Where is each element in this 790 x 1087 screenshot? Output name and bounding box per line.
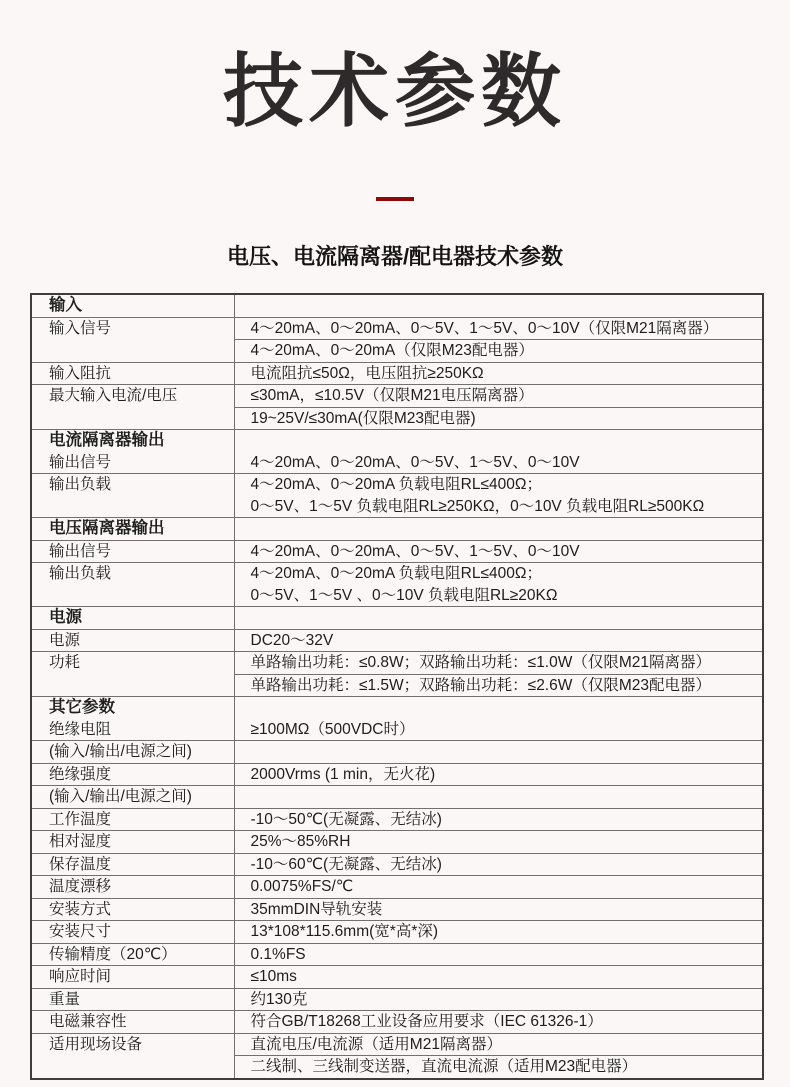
spec-row <box>31 385 763 408</box>
param-label: 最大输入电流/电压 <box>31 385 234 430</box>
spec-row <box>31 988 763 1011</box>
spec-row <box>31 474 763 518</box>
spec-row <box>31 921 763 944</box>
param-label-line: 绝缘电阻 <box>49 720 112 738</box>
section-label: 电源 <box>31 607 234 630</box>
param-value-line: 0～5V、1～5V 、0～10V 负载电阻RL≥20KΩ <box>250 586 558 604</box>
param-label: 功耗 <box>31 652 234 697</box>
param-label: 安装方式 <box>31 898 234 921</box>
param-value <box>234 607 763 630</box>
param-value: DC20～32V <box>234 629 763 652</box>
spec-row <box>31 294 763 317</box>
page-title: 技术参数 <box>223 47 567 136</box>
param-value: 0.0075%FS/℃ <box>234 876 763 899</box>
param-label: 工作温度 <box>31 808 234 831</box>
param-label: 传输精度（20℃） <box>31 943 234 966</box>
param-value: 符合GB/T18268工业设备应用要求（IEC 61326-1） <box>234 1011 763 1034</box>
param-value: 4～20mA、0～20mA、0～5V、1～5V、0～10V <box>234 430 763 474</box>
spec-row <box>31 786 763 809</box>
section-label: 电压隔离器输出 <box>31 518 234 541</box>
param-label <box>31 430 234 474</box>
param-value: 二线制、三线制变送器，直流电流源（适用M23配电器） <box>234 1056 763 1079</box>
spec-row <box>31 652 763 675</box>
param-value-line: 0～5V、1～5V 负载电阻RL≥250KΩ，0～10V 负载电阻RL≥500KΩ <box>250 497 705 515</box>
param-label: (输入/输出/电源之间) <box>31 786 234 809</box>
spec-row <box>31 540 763 563</box>
param-value: 19~25V/≤30mA(仅限M23配电器) <box>234 407 763 430</box>
param-value: ≤30mA，≤10.5V（仅限M21电压隔离器） <box>234 385 763 408</box>
param-value: ≥100MΩ（500VDC时） <box>234 697 763 741</box>
param-value <box>234 786 763 809</box>
param-value: 0.1%FS <box>234 943 763 966</box>
param-value-line: 4～20mA、0～20mA 负载电阻RL≤400Ω； <box>250 565 542 582</box>
spec-row <box>31 518 763 541</box>
spec-row <box>31 563 763 607</box>
spec-row <box>31 763 763 786</box>
section-label: 输入 <box>31 294 234 317</box>
param-value: 4～20mA、0～20mA、0～5V、1～5V、0～10V <box>234 540 763 563</box>
spec-row <box>31 966 763 989</box>
param-label: 绝缘强度 <box>31 763 234 786</box>
param-value: 25%～85%RH <box>234 831 763 854</box>
param-label: 保存温度 <box>31 853 234 876</box>
param-value <box>234 294 763 317</box>
spec-row <box>31 430 763 474</box>
spec-row <box>31 317 763 340</box>
param-value: 单路输出功耗：≤1.5W；双路输出功耗：≤2.6W（仅限M23配电器） <box>234 674 763 697</box>
param-label: 安装尺寸 <box>31 921 234 944</box>
spec-row <box>31 607 763 630</box>
param-label: 输出信号 <box>31 540 234 563</box>
param-label: 输入信号 <box>31 317 234 362</box>
param-value: -10～50℃(无凝露、无结冰) <box>234 808 763 831</box>
param-label: 电源 <box>31 629 234 652</box>
param-value <box>234 518 763 541</box>
param-value: ≤10ms <box>234 966 763 989</box>
param-label: 响应时间 <box>31 966 234 989</box>
param-value <box>234 563 763 607</box>
param-value: 35mmDIN导轨安装 <box>234 898 763 921</box>
param-value <box>234 741 763 764</box>
spec-row <box>31 831 763 854</box>
param-value: 直流电压/电流源（适用M21隔离器） <box>234 1033 763 1056</box>
param-label: 输入阻抗 <box>31 362 234 385</box>
param-value: 电流阻抗≤50Ω，电压阻抗≥250KΩ <box>234 362 763 385</box>
param-label <box>31 697 234 741</box>
param-label: 重量 <box>31 988 234 1011</box>
spec-row <box>31 898 763 921</box>
section-label: 电流隔离器输出 <box>49 431 165 449</box>
param-label: 适用现场设备 <box>31 1033 234 1079</box>
spec-row <box>31 741 763 764</box>
param-label: 电磁兼容性 <box>31 1011 234 1034</box>
spec-table <box>30 293 764 1080</box>
spec-row <box>31 629 763 652</box>
spec-table-body <box>31 294 763 1079</box>
param-value: 4～20mA、0～20mA、0～5V、1～5V、0～10V（仅限M21隔离器） <box>234 317 763 340</box>
spec-row <box>31 697 763 741</box>
param-value <box>234 474 763 518</box>
spec-row <box>31 1033 763 1056</box>
spec-row <box>31 853 763 876</box>
param-value: 单路输出功耗：≤0.8W；双路输出功耗：≤1.0W（仅限M21隔离器） <box>234 652 763 675</box>
param-value: -10～60℃(无凝露、无结冰) <box>234 853 763 876</box>
spec-row <box>31 362 763 385</box>
param-label: 输出负载 <box>31 474 234 518</box>
spec-row <box>31 876 763 899</box>
param-label-line: 输出信号 <box>49 453 112 471</box>
param-value: 约130克 <box>234 988 763 1011</box>
param-label: 温度漂移 <box>31 876 234 899</box>
param-value: 4～20mA、0～20mA（仅限M23配电器） <box>234 340 763 363</box>
param-value: 2000Vrms (1 min，无火花) <box>234 763 763 786</box>
section-label: 其它参数 <box>49 698 115 716</box>
spec-row <box>31 1011 763 1034</box>
spec-row <box>31 943 763 966</box>
param-label: (输入/输出/电源之间) <box>31 741 234 764</box>
param-label: 输出负载 <box>31 563 234 607</box>
spec-row <box>31 808 763 831</box>
param-value: 13*108*115.6mm(宽*高*深) <box>234 921 763 944</box>
title-divider <box>376 197 414 201</box>
param-label: 相对湿度 <box>31 831 234 854</box>
param-value-line: 4～20mA、0～20mA 负载电阻RL≤400Ω； <box>250 476 542 493</box>
table-caption: 电压、电流隔离器/配电器技术参数 <box>226 244 564 269</box>
